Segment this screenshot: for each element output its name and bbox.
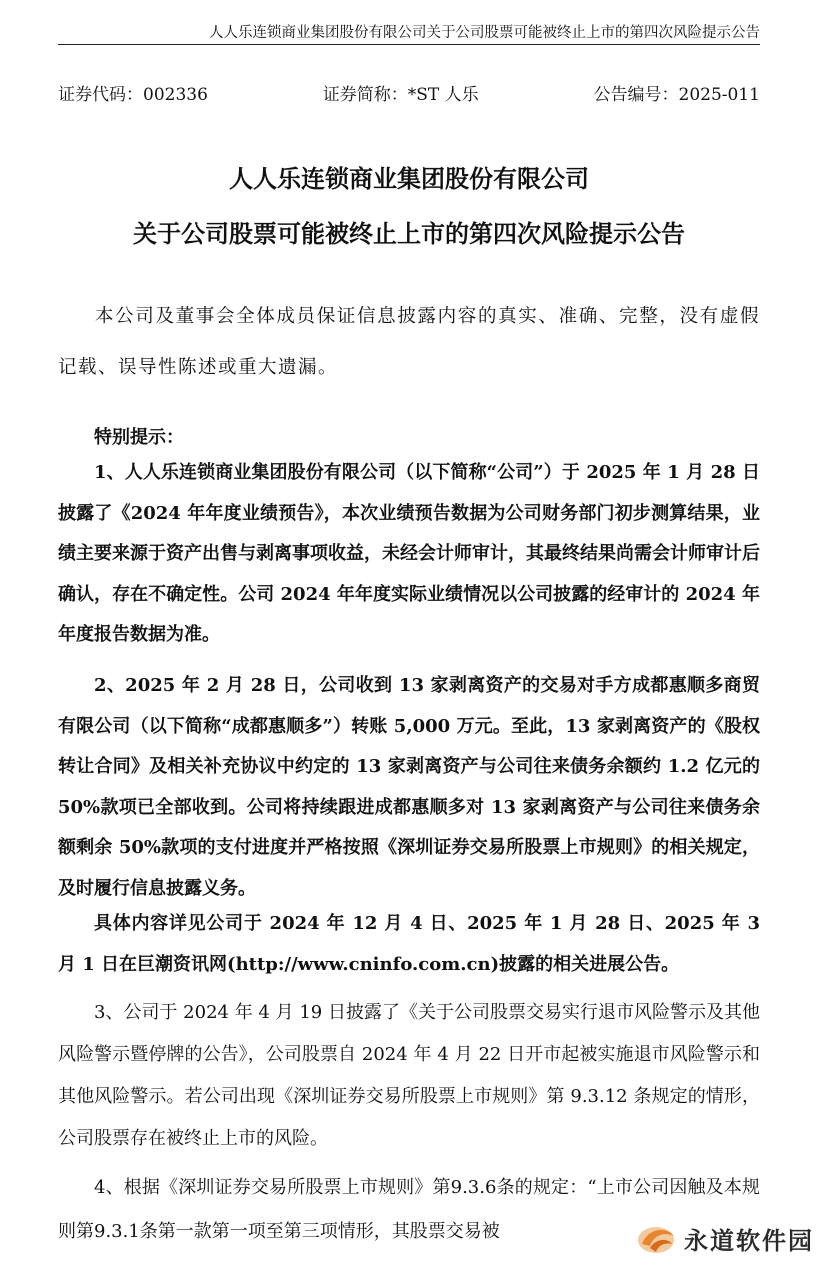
swirl-logo-icon [636,1222,678,1256]
stock-abbreviation: 证券简称：*ST 人乐 [322,85,479,105]
announcement-meta [58,82,760,108]
tip-item-4: 4、根据《深圳证券交易所股票上市规则》第9.3.6条的规定：“上市公司因触及本规则第9.3.1条第一款第一项至第三项情形，其股票交易被 [58,1177,760,1242]
announcement-number: 公告编号：2025-011 [593,85,760,105]
tip-item-3: 3、公司于 2024 年 4 月 19 日披露了《关于公司股票交易实行退市风险警示及其他风险警示暨停牌的公告》，公司股票自 2024 年 4 月 22 日开市起被实施退市风险警示和其他风险警示。若公司出现《深圳证券交易所股票上市规则》第 9.3.12 条规定的情形，公司股票存在被终止上市的风险。 [58,1002,760,1149]
document-title-line2: 关于公司股票可能被终止上市的第四次风险提示公告 [133,219,685,248]
running-header: 人人乐连锁商业集团股份有限公司关于公司股票可能被终止上市的第四次风险提示公告 [209,25,760,41]
special-tip-heading: 特别提示： [94,427,184,448]
document-title-line1: 人人乐连锁商业集团股份有限公司 [229,164,589,193]
stock-code: 证券代码：002336 [58,85,208,105]
tip-item-2-detail: 具体内容详见公司于 2024 年 12 月 4 日、2025 年 1 月 28 日、2025 年 3 月 1 日在巨潮资讯网(http://www.cninfo.com.cn)披露的相关进展公告。 [58,913,760,975]
tip-item-2: 2、2025 年 2 月 28 日，公司收到 13 家剥离资产的交易对手方成都惠顺多商贸有限公司（以下简称“成都惠顺多”）转账 5,000 万元。至此，13 家剥离资产的《股权转让合同》及相关补充协议中约定的 13 家剥离资产与公司往来债务余额约 1.2 亿元的 50%款项已全部收到。公司将持续跟进成都惠顺多对 13 家剥离资产与公司往来债务余额剩余 50%款项的支付进度并严格按照《深圳证券交易所股票上市规则》的相关规定，及时履行信息披露义务。 [58,675,760,899]
watermark-text: 永道软件园 [684,1227,814,1255]
tip-item-1: 1、人人乐连锁商业集团股份有限公司（以下简称“公司”）于 2025 年 1 月 28 日披露了《2024 年年度业绩预告》，本次业绩预告数据为公司财务部门初步测算结果，业绩主要来源于资产出售与剥离事项收益，未经会计师审计，其最终结果尚需会计师审计后确认，存在不确定性。公司 2024 年年度实际业绩情况以公司披露的经审计的 2024 年年度报告数据为准。 [58,462,760,645]
header-divider [58,44,760,45]
intro-paragraph: 本公司及董事会全体成员保证信息披露内容的真实、准确、完整，没有虚假记载、误导性陈述或重大遗漏。 [58,306,760,378]
watermark [636,1221,814,1256]
